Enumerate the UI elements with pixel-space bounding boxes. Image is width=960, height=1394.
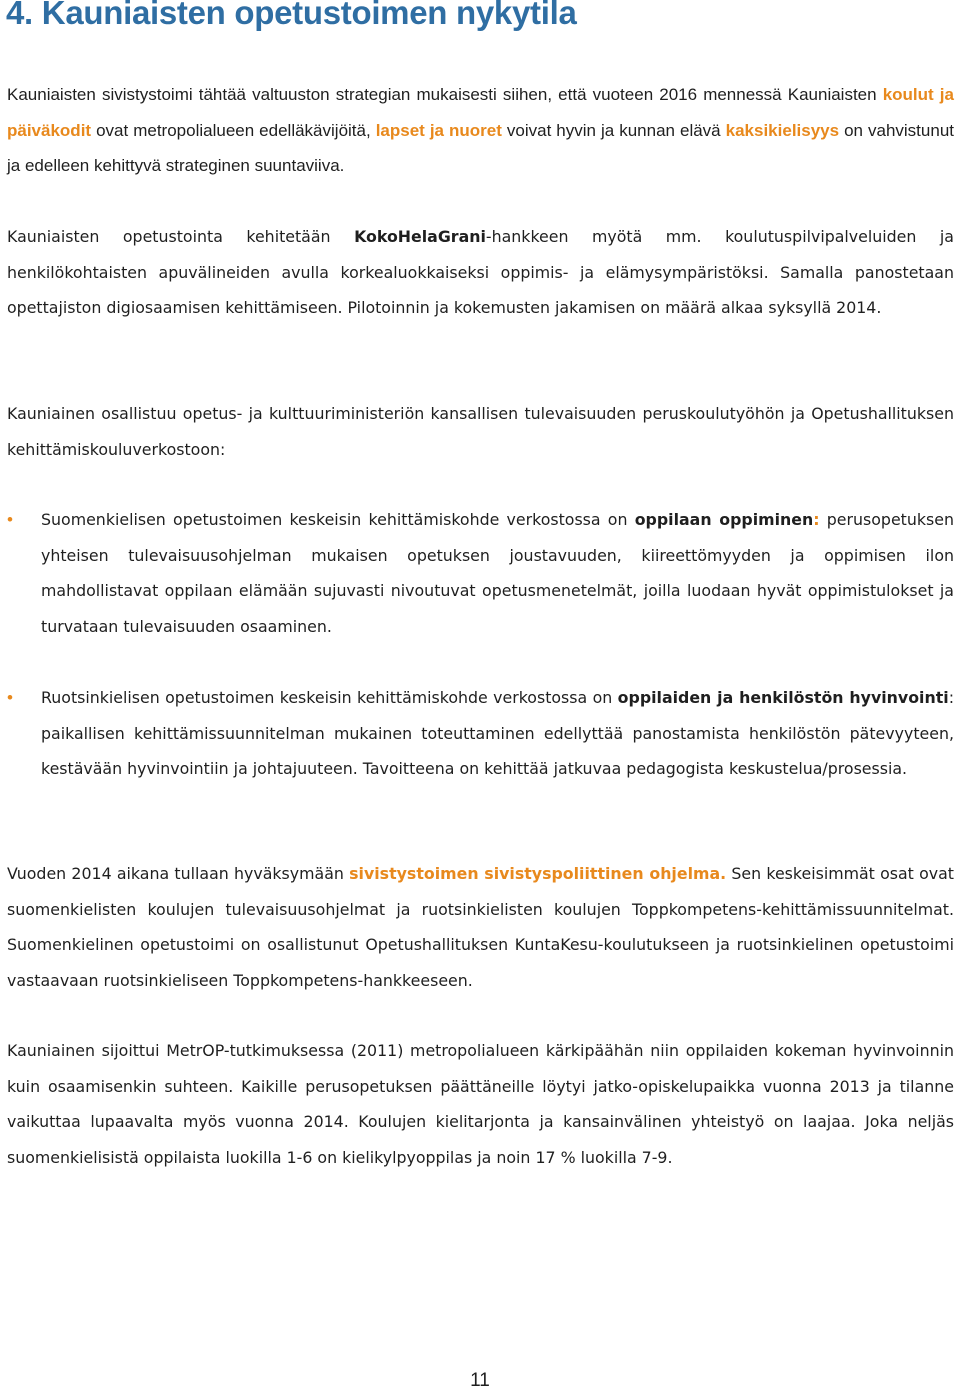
p2-text-a: Kauniaisten opetustointa kehitetään — [7, 227, 355, 246]
p1-highlight-schools: koulut ja päiväkodit — [7, 85, 954, 140]
p4-text-a: Vuoden 2014 aikana tullaan hyväksymään — [7, 864, 350, 883]
b1-colon: : — [813, 510, 820, 529]
section-heading: 4. Kauniaisten opetustoimen nykytila — [6, 0, 577, 31]
p1-text-e: voivat hyvin ja kunnan elävä — [501, 120, 726, 140]
b2-text-a: Ruotsinkielisen opetustoimen keskeisin kehittämiskohde verkostossa on — [41, 688, 618, 707]
page-number: 11 — [470, 1370, 490, 1391]
bullet-marker: • — [7, 688, 13, 707]
b2-highlight: oppilaiden ja henkilöstön hyvinvointi — [617, 688, 949, 707]
paragraph-program — [7, 856, 954, 998]
p2-text-c: -hankkeen myötä mm. koulutuspilvipalveluiden ja henkilökohtaisten apuvälineiden avulla korkealuokkaiseksi oppimis- ja elämysympäristöksi. Samalla panostetaan opettajiston digiosaamisen kehittämiseen. Pilotoinnin ja kokemusten jakamisen on määrä alkaa syksyllä 2014. — [7, 227, 954, 317]
b2-text-c: : paikallisen kehittämissuunnitelman mukainen toteuttaminen edellyttää panostamista henkilöstön pätevyyteen, kestävään hyvinvointiin ja johtajuuteen. Tavoitteena on kehittää jatkuvaa pedagogista keskustelua/prosessia. — [41, 688, 955, 778]
bullet-text-finnish — [41, 502, 954, 644]
b1-text-a: Suomenkielisen opetustoimen keskeisin kehittämiskohde verkostossa on — [41, 510, 635, 529]
paragraph-kokohelagrani — [7, 219, 954, 326]
p4-highlight-program: sivistystoimen sivistyspoliittinen ohjelma. — [349, 864, 727, 883]
b1-text-c: perusopetuksen yhteisen tulevaisuusohjelman mukaisen opetuksen joustavuuden, kiireettömyyden ja oppimisen ilon mahdollistavat oppilaan elämään sujuvasti nivoutuvat opetusmenetelmät, joilla luodaan hyvät oppimistulokset ja turvataan tulevaisuuden osaaminen. — [41, 510, 954, 636]
p1-text-a: Kauniaisten sivistystoimi tähtää valtuuston strategian mukaisesti siihen, että vuoteen 2016 mennessä Kauniaisten — [7, 85, 883, 104]
bullet-marker: • — [7, 510, 13, 529]
b1-highlight: oppilaan oppiminen — [634, 510, 814, 529]
p1-highlight-bilingualism: kaksikielisyys — [725, 120, 840, 140]
p2-project-name: KokoHelaGrani — [354, 227, 486, 246]
p1-text-c: ovat metropolialueen edelläkävijöitä, — [91, 120, 376, 140]
paragraph-network: Kauniainen osallistuu opetus- ja kulttuuriministeriön kansallisen tulevaisuuden peruskoulutyöhön ja Opetushallituksen kehittämiskouluverkostoon: — [7, 404, 954, 459]
p4-text-c: Sen keskeisimmät osat ovat suomenkielisten koulujen tulevaisuusohjelmat ja ruotsinkielisten koulujen Toppkompetens-kehittämissuunnitelmat. Suomenkielinen opetustoimi on osallistunut Opetushallituksen KuntaKesu-koulutukseen ja ruotsinkielinen opetustoimi vastaavaan ruotsinkieliseen Toppkompetens-hankkeeseen. — [7, 864, 955, 990]
paragraph-metrop: Kauniainen sijoittui MetrOP-tutkimuksessa (2011) metropolialueen kärkipäähän niin oppilaiden kokeman hyvinvoinnin kuin osaamisenkin suhteen. Kaikille perusopetuksen päättäneille löytyi jatko-opiskelupaikka vuonna 2013 ja tilanne vaikuttaa lupaavalta myös vuonna 2014. Koulujen kielitarjonta ja kansainvälinen yhteistyö on laajaa. Joka neljäs suomenkielisistä oppilaista luokilla 1-6 on kielikylpyoppilas ja noin 17 % luokilla 7-9. — [7, 1041, 954, 1167]
p1-text-g: on vahvistunut ja edelleen kehittyvä strateginen suuntaviiva. — [7, 120, 954, 175]
paragraph-strategy — [7, 77, 954, 184]
bullet-text-swedish — [41, 680, 954, 787]
p1-highlight-children: lapset ja nuoret — [375, 120, 502, 140]
